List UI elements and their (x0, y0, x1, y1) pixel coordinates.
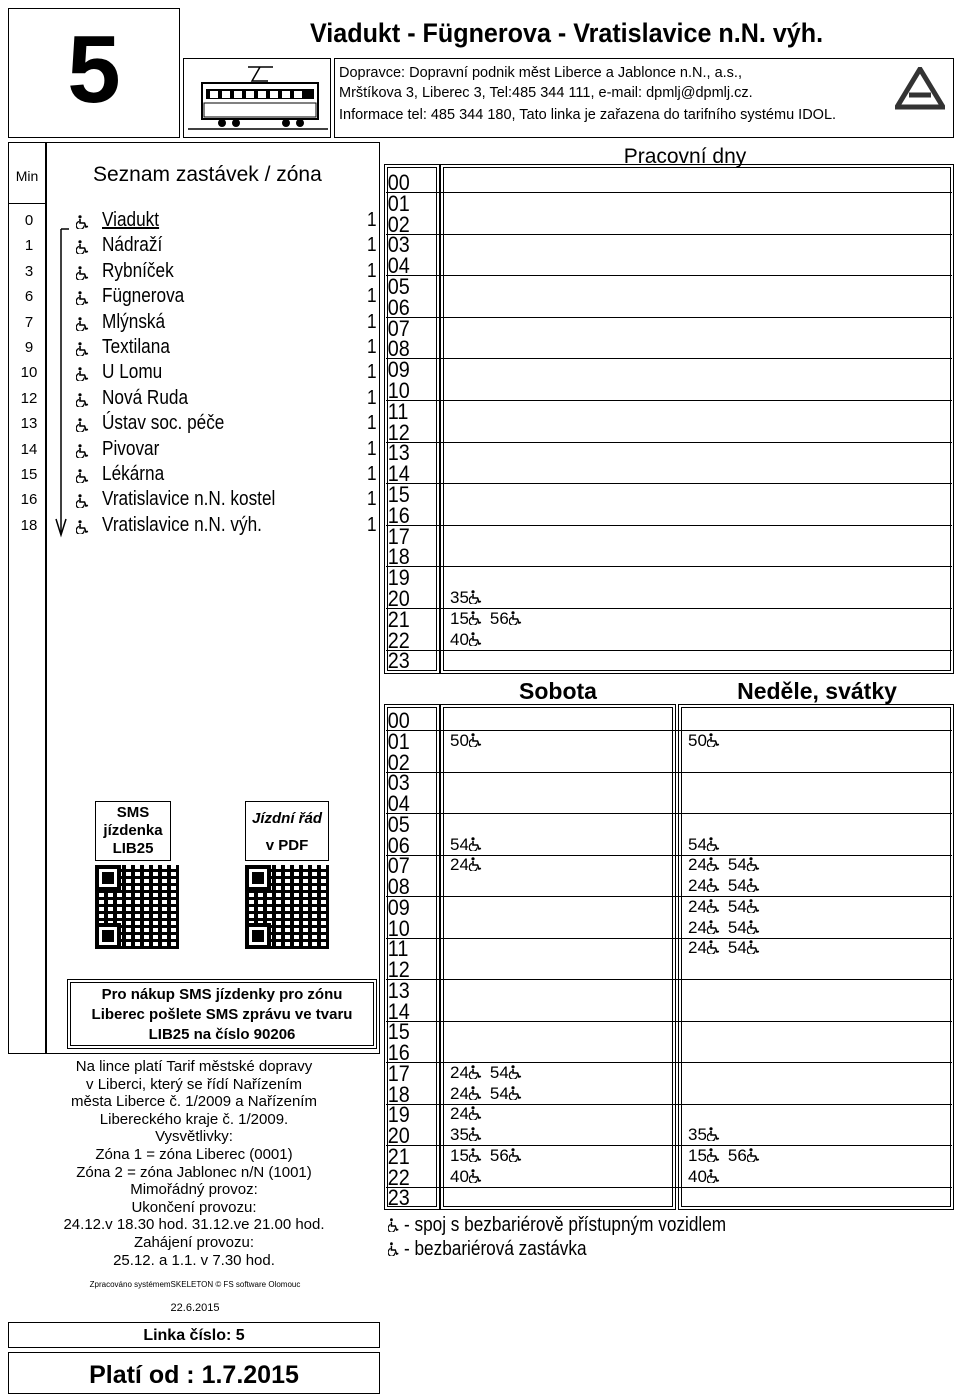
wheelchair-vehicle-icon (747, 1146, 760, 1165)
departure-minute: 35 (450, 588, 482, 608)
hour-label: 11 (387, 936, 409, 962)
wheelchair-vehicle-icon (747, 918, 760, 937)
pdf-qr-code-icon[interactable] (245, 865, 329, 949)
sunday-departures (688, 938, 768, 958)
departure-minute: 54 (728, 918, 760, 938)
hour-label: 13 (387, 977, 410, 1003)
wheelchair-vehicle-icon (707, 1167, 720, 1186)
route-title: Viadukt - Fügnerova - Vratislavice n.N. výh. (310, 18, 824, 48)
stop-minute: 7 (24, 313, 34, 331)
stop-minute: 16 (20, 491, 38, 509)
stop-minute: 9 (24, 339, 34, 356)
notes-line: Mimořádný provoz: (130, 1181, 258, 1199)
notes-line: 24.12.v 18.30 hod. 31.12.ve 21.00 hod. (63, 1216, 325, 1234)
sunday-departures (688, 876, 768, 896)
wheelchair-icon (76, 418, 89, 436)
stop-minute: 13 (20, 415, 38, 433)
hour-label: 12 (387, 957, 410, 982)
departure-minute: 24 (450, 1063, 482, 1083)
hour-label: 15 (387, 1019, 410, 1045)
operator-line1: Dopravce: Dopravní podnik měst Liberce a Jablonce n.N., a.s., (339, 65, 742, 81)
hour-label: 13 (387, 440, 410, 466)
stop-minute: 10 (20, 364, 38, 382)
sunday-departures (688, 918, 768, 938)
line-label-box (8, 1322, 380, 1348)
hour-label: 04 (387, 791, 410, 816)
stop-name: Viadukt (102, 209, 160, 231)
row-rule (386, 938, 952, 939)
route-title-box (305, 8, 950, 56)
wheelchair-vehicle-icon (509, 1146, 522, 1165)
weekday-departures (450, 630, 490, 650)
weekday-title: Pracovní dny (623, 145, 747, 168)
hour-label: 03 (387, 770, 410, 796)
stop-zone: 1 (367, 259, 377, 282)
weekday-minutes-column (440, 164, 954, 674)
min-header: Min (15, 168, 39, 184)
hour-label: 05 (387, 811, 410, 837)
stop-name: Rybníček (102, 259, 174, 282)
row-rule (386, 896, 952, 897)
weekday-departures (450, 588, 490, 608)
wheelchair-vehicle-icon (707, 1125, 720, 1144)
stop-row (9, 311, 389, 336)
departure-minute: 50 (688, 731, 720, 751)
hour-label: 22 (387, 1164, 410, 1190)
departure-minute: 56 (728, 1146, 760, 1166)
sms-info-line2: Liberec pošlete SMS zprávu ve tvaru (91, 1006, 353, 1023)
sunday-departures (688, 897, 768, 917)
stop-name: Textilana (102, 336, 170, 358)
departure-minute: 24 (688, 855, 720, 875)
wheelchair-icon (76, 469, 89, 487)
hour-label: 17 (387, 523, 410, 549)
operator-box (334, 58, 954, 138)
stop-zone: 1 (367, 513, 377, 536)
row-rule (386, 192, 952, 193)
notes-line: Libereckého kraje č. 1/2009. (99, 1110, 289, 1128)
saturday-departures (450, 1084, 530, 1104)
hour-label: 14 (387, 998, 410, 1024)
departure-minute: 24 (688, 938, 720, 958)
wheelchair-vehicle-icon (707, 938, 720, 957)
tram-box (183, 58, 331, 138)
row-rule (386, 650, 952, 651)
hour-label: 18 (387, 1081, 410, 1107)
row-rule (386, 1021, 952, 1022)
hour-label: 07 (387, 853, 410, 879)
stop-minute: 14 (20, 440, 38, 458)
dpmlj-logo-icon (895, 67, 945, 111)
wheelchair-vehicle-icon (469, 1104, 482, 1123)
stop-row (9, 412, 389, 437)
wheelchair-icon (76, 520, 89, 538)
notes-line: v Liberci, který se řídí Nařízením (86, 1075, 302, 1093)
wheelchair-icon (76, 393, 89, 411)
stop-name: U Lomu (102, 361, 163, 384)
hour-label: 09 (387, 357, 410, 383)
departure-minute: 50 (450, 731, 482, 751)
departure-minute: 24 (688, 876, 720, 896)
legend-stop (388, 1238, 587, 1261)
hour-label: 10 (387, 915, 410, 941)
departure-minute: 54 (490, 1063, 522, 1083)
stop-row (9, 514, 389, 539)
stop-name: Pivovar (102, 437, 160, 460)
hour-label: 05 (387, 274, 410, 299)
line-number-box (8, 8, 180, 138)
stop-row (9, 488, 389, 513)
wheelchair-icon (76, 240, 89, 258)
wheelchair-vehicle-icon (707, 835, 720, 854)
stop-row (9, 260, 389, 285)
hour-label: 08 (387, 874, 410, 899)
wheelchair-vehicle-icon (509, 609, 522, 628)
departure-minute: 15 (688, 1146, 720, 1166)
stop-zone: 1 (367, 412, 377, 435)
departure-minute: 24 (688, 897, 720, 917)
sms-code-label: LIB25 (112, 840, 154, 857)
hour-label: 01 (387, 190, 410, 216)
stop-row (9, 234, 389, 259)
departure-minute: 40 (450, 630, 482, 650)
wheelchair-vehicle-icon (469, 855, 482, 874)
stop-row (9, 438, 389, 463)
departure-minute: 24 (450, 1104, 482, 1124)
wheelchair-icon (76, 317, 89, 335)
operator-line3: Informace tel: 485 344 180, Tato linka je zařazena do tarifního systému IDOL. (339, 107, 837, 123)
legend-stop-text: - bezbariérová zastávka (399, 1238, 587, 1260)
hour-label: 23 (387, 1185, 410, 1211)
stop-zone: 1 (367, 488, 377, 511)
saturday-title: Sobota (519, 678, 597, 704)
stop-name: Mlýnská (102, 310, 166, 333)
hour-label: 15 (387, 482, 410, 507)
hour-label: 16 (387, 1040, 410, 1065)
pdf-timetable-label: Jízdní řád (251, 810, 322, 827)
wheelchair-vehicle-icon (707, 876, 720, 895)
notes-line: Na lince platí Tarif městské dopravy (75, 1058, 313, 1075)
min-header-rule (9, 203, 45, 204)
row-rule (386, 566, 952, 567)
wheelchair-vehicle-icon (469, 1146, 482, 1165)
hour-label: 23 (387, 648, 410, 674)
hour-label: 10 (387, 378, 410, 403)
wheelchair-icon (76, 291, 89, 309)
stop-zone: 1 (367, 463, 377, 485)
wheelchair-vehicle-icon (707, 731, 720, 750)
wheelchair-vehicle-icon (469, 630, 482, 649)
row-rule (386, 1187, 952, 1188)
stop-zone: 1 (367, 234, 377, 257)
tram-icon (188, 63, 328, 135)
stops-list (9, 209, 381, 549)
hour-label: 11 (387, 398, 409, 424)
stop-zone: 1 (367, 437, 377, 460)
notes-line: Zóna 2 = zóna Jablonec n/N (1001) (76, 1163, 312, 1181)
departure-minute: 54 (728, 897, 760, 917)
processed-by: Zpracováno systémemSKELETON © FS software Olomouc (89, 1280, 301, 1289)
sunday-title: Neděle, svátky (737, 678, 897, 704)
pdf-box (245, 801, 329, 861)
departure-minute: 40 (688, 1167, 720, 1187)
departure-minute: 54 (490, 1084, 522, 1104)
sms-label: SMS (116, 804, 150, 821)
wheelchair-vehicle-icon (707, 855, 720, 874)
sunday-departures (688, 1146, 768, 1166)
stop-minute: 18 (20, 516, 38, 534)
issue-date: 22.6.2015 (170, 1302, 220, 1314)
hour-label: 04 (387, 253, 410, 279)
sms-info-box (67, 979, 377, 1049)
stop-row (9, 209, 389, 234)
wheelchair-vehicle-icon (707, 897, 720, 916)
row-rule (386, 979, 952, 980)
row-rule (386, 483, 952, 484)
saturday-departures (450, 731, 490, 751)
stop-zone: 1 (367, 285, 377, 308)
stop-row (9, 285, 389, 310)
hour-label: 06 (387, 294, 410, 320)
hour-label: 22 (387, 627, 410, 653)
sms-qr-code-icon[interactable] (95, 865, 179, 949)
sms-info-line1: Pro nákup SMS jízdenky pro zónu (101, 986, 343, 1003)
stop-row (9, 387, 389, 412)
row-rule (386, 525, 952, 526)
stop-minute: 3 (24, 262, 34, 280)
hour-label: 19 (387, 1102, 410, 1128)
stop-row (9, 336, 389, 361)
stops-title: Seznam zastávek / zóna (93, 163, 322, 186)
stop-minute: 15 (20, 466, 38, 483)
wheelchair-vehicle-icon (747, 876, 760, 895)
hour-label: 21 (387, 606, 410, 632)
sunday-departures (688, 835, 728, 855)
notes-line: Vysvětlivky: (155, 1128, 233, 1146)
stop-name: Nádraží (102, 234, 163, 257)
wheelchair-vehicle-icon (469, 1167, 482, 1186)
row-rule (386, 813, 952, 814)
sms-ticket-label: jízdenka (103, 822, 163, 839)
row-rule (386, 442, 952, 443)
wheelchair-vehicle-icon (707, 1146, 720, 1165)
pdf-format-label: v PDF (265, 837, 309, 854)
line-number: 5 (67, 16, 121, 123)
line-label: Linka číslo: 5 (143, 1327, 245, 1344)
stop-row (9, 361, 389, 386)
stop-minute: 12 (20, 389, 38, 407)
departure-minute: 40 (450, 1167, 482, 1187)
notes-line: Zahájení provozu: (133, 1234, 255, 1251)
stops-panel (8, 142, 380, 1054)
saturday-departures (450, 1104, 490, 1124)
hour-label: 02 (387, 749, 410, 775)
saturday-departures (450, 1146, 530, 1166)
departure-minute: 24 (450, 855, 482, 875)
departure-minute: 56 (490, 1146, 522, 1166)
hour-label: 20 (387, 1123, 410, 1148)
departure-minute: 54 (688, 835, 720, 855)
hour-label: 14 (387, 461, 410, 487)
sunday-departures (688, 855, 768, 875)
hour-label: 01 (387, 728, 410, 754)
notes-line: 25.12. a 1.1. v 7.30 hod. (113, 1251, 275, 1269)
hour-label: 08 (387, 336, 410, 362)
stop-row (9, 463, 389, 488)
departure-minute: 54 (728, 855, 760, 875)
stop-name: Vratislavice n.N. výh. (102, 513, 262, 536)
departure-minute: 15 (450, 609, 482, 629)
wheelchair-vehicle-icon (469, 731, 482, 750)
hour-label: 00 (387, 170, 410, 195)
stop-name: Nová Ruda (102, 386, 189, 409)
hour-label: 20 (387, 586, 410, 611)
wheelchair-icon (76, 215, 89, 233)
row-rule (386, 772, 952, 773)
wheelchair-vehicle-icon (469, 1125, 482, 1144)
departure-minute: 54 (728, 876, 760, 896)
row-rule (386, 275, 952, 276)
row-rule (386, 234, 952, 235)
hour-label: 12 (387, 419, 410, 445)
hour-label: 18 (387, 544, 410, 570)
wheelchair-vehicle-icon (469, 1084, 482, 1103)
hour-label: 17 (387, 1060, 410, 1086)
hour-label: 06 (387, 832, 410, 858)
hour-label: 03 (387, 232, 410, 258)
wheelchair-vehicle-icon (509, 1063, 522, 1082)
wheelchair-vehicle-icon (469, 609, 482, 628)
row-rule (386, 400, 952, 401)
wheelchair-vehicle-icon (388, 1214, 399, 1236)
wheelchair-stop-icon (388, 1238, 399, 1260)
wheelchair-vehicle-icon (747, 855, 760, 874)
hour-label: 09 (387, 894, 410, 920)
wheelchair-icon (76, 494, 89, 512)
hour-label: 02 (387, 211, 410, 237)
stop-name: Fügnerova (102, 285, 185, 308)
wheelchair-icon (76, 367, 89, 385)
sunday-departures (688, 731, 728, 751)
stop-minute: 6 (24, 288, 34, 306)
departure-minute: 35 (450, 1125, 482, 1145)
operator-line2: Mrštíkova 3, Liberec 3, Tel:485 344 111, e-mail: dpmlj@dpmlj.cz. (339, 85, 753, 101)
sunday-departures (688, 1125, 728, 1145)
departure-minute: 54 (450, 835, 482, 855)
wheelchair-icon (76, 266, 89, 284)
hour-label: 16 (387, 502, 410, 528)
sms-info-line3: LIB25 na číslo 90206 (148, 1026, 296, 1043)
hour-label: 00 (387, 708, 410, 733)
wheelchair-icon (76, 342, 89, 360)
wheelchair-vehicle-icon (469, 588, 482, 607)
wheelchair-vehicle-icon (509, 1084, 522, 1103)
notes-line: města Liberce č. 1/2009 a Nařízením (71, 1093, 317, 1111)
valid-from-box (8, 1352, 380, 1394)
stop-name: Vratislavice n.N. kostel (102, 488, 276, 511)
saturday-departures (450, 855, 490, 875)
stop-zone: 1 (367, 209, 377, 231)
hour-label: 21 (387, 1143, 410, 1169)
departure-minute: 24 (688, 918, 720, 938)
wheelchair-vehicle-icon (747, 897, 760, 916)
wheelchair-icon (76, 444, 89, 462)
departure-minute: 24 (450, 1084, 482, 1104)
departure-minute: 15 (450, 1146, 482, 1166)
stop-name: Lékárna (102, 463, 165, 485)
legend-vehicle (388, 1214, 726, 1237)
departure-minute: 54 (728, 938, 760, 958)
wheelchair-vehicle-icon (707, 918, 720, 937)
weekday-departures (450, 609, 530, 629)
stop-name: Ústav soc. péče (102, 412, 225, 435)
saturday-departures (450, 835, 490, 855)
stop-zone: 1 (367, 310, 377, 333)
row-rule (386, 358, 952, 359)
notes-line: Zóna 1 = zóna Liberec (0001) (95, 1146, 293, 1163)
saturday-departures (450, 1063, 530, 1083)
wheelchair-vehicle-icon (747, 938, 760, 957)
wheelchair-vehicle-icon (469, 835, 482, 854)
wheelchair-vehicle-icon (469, 1063, 482, 1082)
sms-ticket-box (95, 801, 171, 861)
sunday-departures (688, 1167, 728, 1187)
row-rule (386, 317, 952, 318)
stop-zone: 1 (367, 336, 377, 358)
stop-zone: 1 (367, 386, 377, 409)
stop-minute: 1 (24, 237, 34, 255)
valid-from: Platí od : 1.7.2015 (89, 1361, 299, 1389)
stop-minute: 0 (24, 212, 34, 229)
saturday-departures (450, 1125, 490, 1145)
departure-minute: 35 (688, 1125, 720, 1145)
departure-minute: 56 (490, 609, 522, 629)
stop-zone: 1 (367, 361, 377, 384)
legend-vehicle-text: - spoj s bezbariérově přístupným vozidlem (399, 1214, 727, 1236)
notes-line: Ukončení provozu: (131, 1198, 257, 1216)
saturday-departures (450, 1167, 490, 1187)
hour-label: 07 (387, 315, 410, 341)
hour-label: 19 (387, 565, 410, 591)
